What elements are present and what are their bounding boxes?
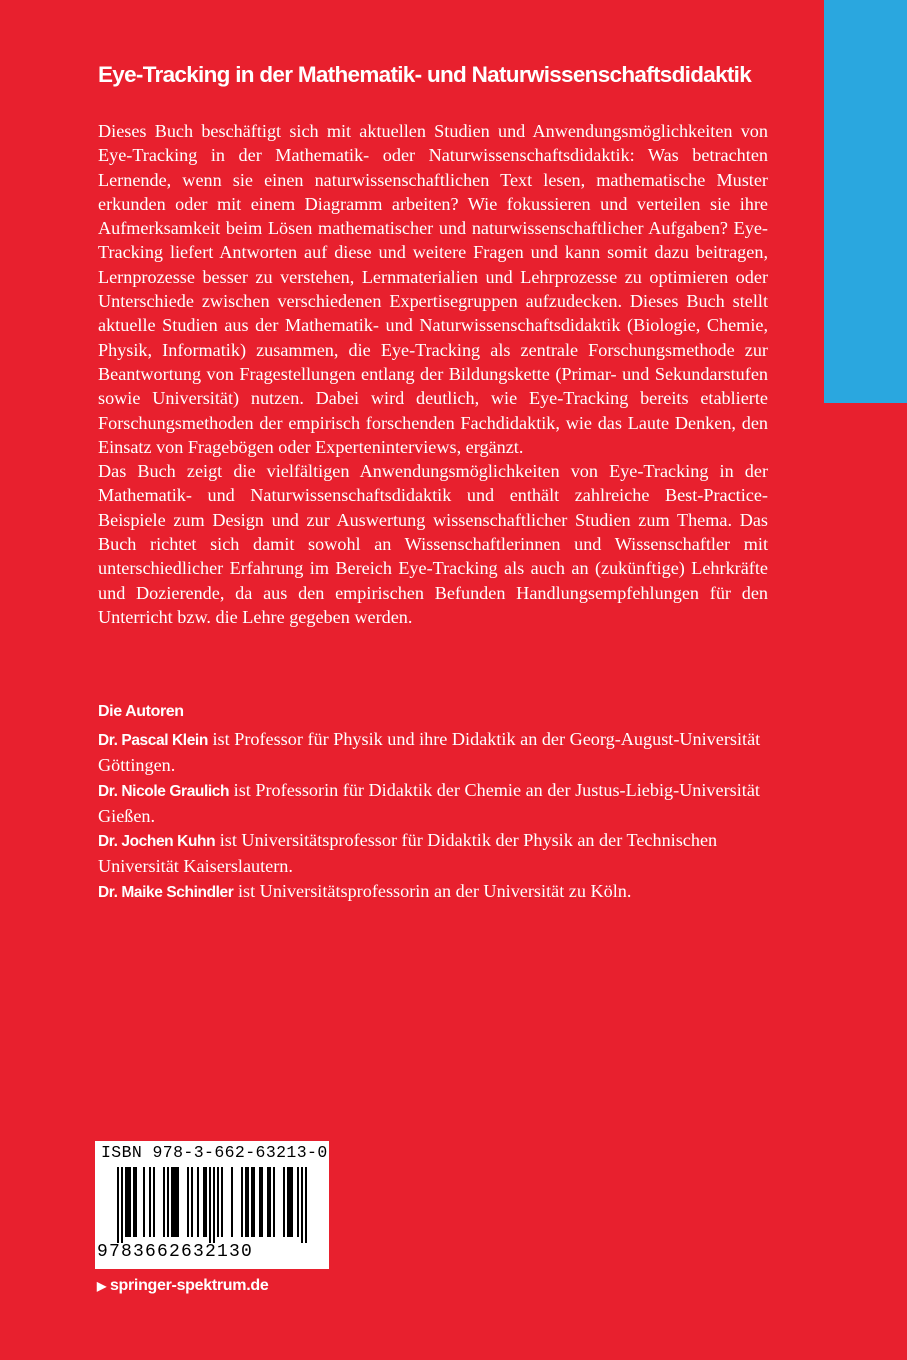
barcode-bar [191, 1167, 193, 1237]
barcode-bar [197, 1167, 199, 1237]
authors-list [98, 727, 768, 905]
publisher-website[interactable] [97, 1277, 268, 1295]
author-entry [98, 828, 768, 879]
barcode-bar [259, 1167, 261, 1237]
barcode-bar [143, 1167, 145, 1237]
barcode-bar [261, 1167, 263, 1237]
barcode-bar [127, 1167, 129, 1237]
author-entry [98, 879, 768, 905]
barcode-bar [153, 1167, 155, 1237]
barcode-guard-bar [209, 1167, 211, 1243]
website-label: springer-spektrum.de [109, 1277, 269, 1294]
barcode-bar [217, 1167, 219, 1237]
barcode-bar [247, 1167, 249, 1237]
barcode-guard-bar [301, 1167, 303, 1243]
barcode-bar [297, 1167, 299, 1237]
description-paragraph-2: Das Buch zeigt die vielfältigen Anwendungsmöglichkeiten von Eye-Tracking in der Mathematik- und Naturwissenschaftsdidaktik und enthält zahlreiche Best-Practice-Beispiele zum Design und zur Auswertung wissenschaftlicher Studien zum Thema. Das Buch richtet sich damit sowohl an Wissenschaftlerinnen und Wissenschaftler mit unterschiedlicher Erfahrung im Bereich Eye-Tracking als auch an (zukünftige) Lehrkräfte und Dozierende, da aus den empirischen Befunden Handlungsempfehlungen für den Unterricht bzw. die Lehre gegeben werden. [98, 461, 768, 627]
barcode-bar [241, 1167, 243, 1237]
barcode-guard-bar [305, 1167, 307, 1243]
author-bio: ist Professorin für Didaktik der Chemie an der Justus-Liebig-Universität Gießen. [98, 779, 760, 826]
barcode-bar [125, 1167, 127, 1237]
barcode-bar [245, 1167, 247, 1237]
barcode-bar [203, 1167, 205, 1237]
barcode-bar [267, 1167, 269, 1237]
barcode-bar [291, 1167, 293, 1237]
ean-number: 9783662632130 [97, 1242, 254, 1262]
accent-bar [824, 0, 907, 403]
author-name: Dr. Maike Schindler [98, 883, 234, 901]
barcode-bar [163, 1167, 165, 1237]
barcode-box [95, 1141, 329, 1269]
barcode-bar [205, 1167, 207, 1237]
book-description [98, 119, 768, 629]
barcode-bar [171, 1167, 173, 1237]
barcode-bars [115, 1167, 313, 1243]
barcode-bar [173, 1167, 175, 1237]
arrow-right-icon: ▶ [97, 1279, 106, 1293]
barcode-guard-bar [213, 1167, 215, 1243]
barcode-bar [251, 1167, 253, 1237]
book-title: Eye-Tracking in der Mathematik- und Naturwissenschaftsdidaktik [98, 62, 752, 87]
isbn-label: ISBN 978-3-662-63213-0 [101, 1143, 328, 1162]
barcode-guard-bar [121, 1167, 123, 1243]
barcode-bar [221, 1167, 223, 1237]
barcode-bar [283, 1167, 285, 1237]
author-name: Dr. Pascal Klein [98, 732, 208, 749]
barcode-bar [187, 1167, 189, 1237]
author-bio: ist Professor für Physik und ihre Didaktik an der Georg-August-Universität Göttingen. [98, 729, 761, 776]
author-bio: ist Universitätsprofessorin an der Universität zu Köln. [233, 880, 632, 901]
barcode-bar [175, 1167, 177, 1237]
barcode-bar [177, 1167, 179, 1237]
barcode-bar [149, 1167, 151, 1237]
author-entry [98, 778, 768, 829]
barcode-bar [253, 1167, 255, 1237]
barcode-bar [129, 1167, 131, 1237]
barcode-bar [231, 1167, 233, 1237]
barcode-guard-bar [117, 1167, 119, 1243]
barcode-bar [133, 1167, 135, 1237]
description-paragraph-1: Dieses Buch beschäftigt sich mit aktuellen Studien und Anwendungsmöglichkeiten von Eye-Tracking in der Mathematik- oder Naturwissenschaftsdidaktik: Was betrachten Lernende, wenn sie einen naturwissenschaftlichen Text lesen, mathematische Muster erkunden oder mit einem Diagramm arbeiten? Wie fokussieren und verteilen sie ihre Aufmerksamkeit beim Lösen mathematischer und naturwissenschaftlicher Aufgaben? Eye-Tracking liefert Antworten auf diese und weitere Fragen und kann somit dazu beitragen, Lernprozesse besser zu verstehen, Lernmaterialien und Lehrprozesse zu optimieren oder Unterschiede zwischen verschiedenen Expertisegruppen aufzudecken. Dieses Buch stellt aktuelle Studien aus der Mathematik- und Naturwissenschaftsdidaktik (Biologie, Chemie, Physik, Informatik) zusammen, die Eye-Tracking als zentrale Forschungsmethode zur Beantwortung von Fragestellungen entlang der Bildungskette (Primar- und Sekundarstufen sowie Universität) nutzen. Dabei wird deutlich, wie Eye-Tracking bereits etablierte Forschungsmethoden der empirisch forschenden Fachdidaktik, wie das Laute Denken, den Einsatz von Fragebögen oder Experteninterviews, ergänzt. [98, 121, 768, 457]
author-name: Dr. Nicole Graulich [98, 782, 230, 800]
authors-heading: Die Autoren [98, 703, 184, 720]
barcode-bar [287, 1167, 289, 1237]
barcode-bar [289, 1167, 291, 1237]
barcode-bar [167, 1167, 169, 1237]
barcode-bar [135, 1167, 137, 1237]
barcode-bar [269, 1167, 271, 1237]
author-bio: ist Universitätsprofessor für Didaktik der Physik an der Technischen Universität Kaiserslautern. [98, 830, 718, 877]
author-name: Dr. Jochen Kuhn [98, 833, 216, 851]
author-entry [98, 727, 768, 778]
barcode-bar [273, 1167, 275, 1237]
